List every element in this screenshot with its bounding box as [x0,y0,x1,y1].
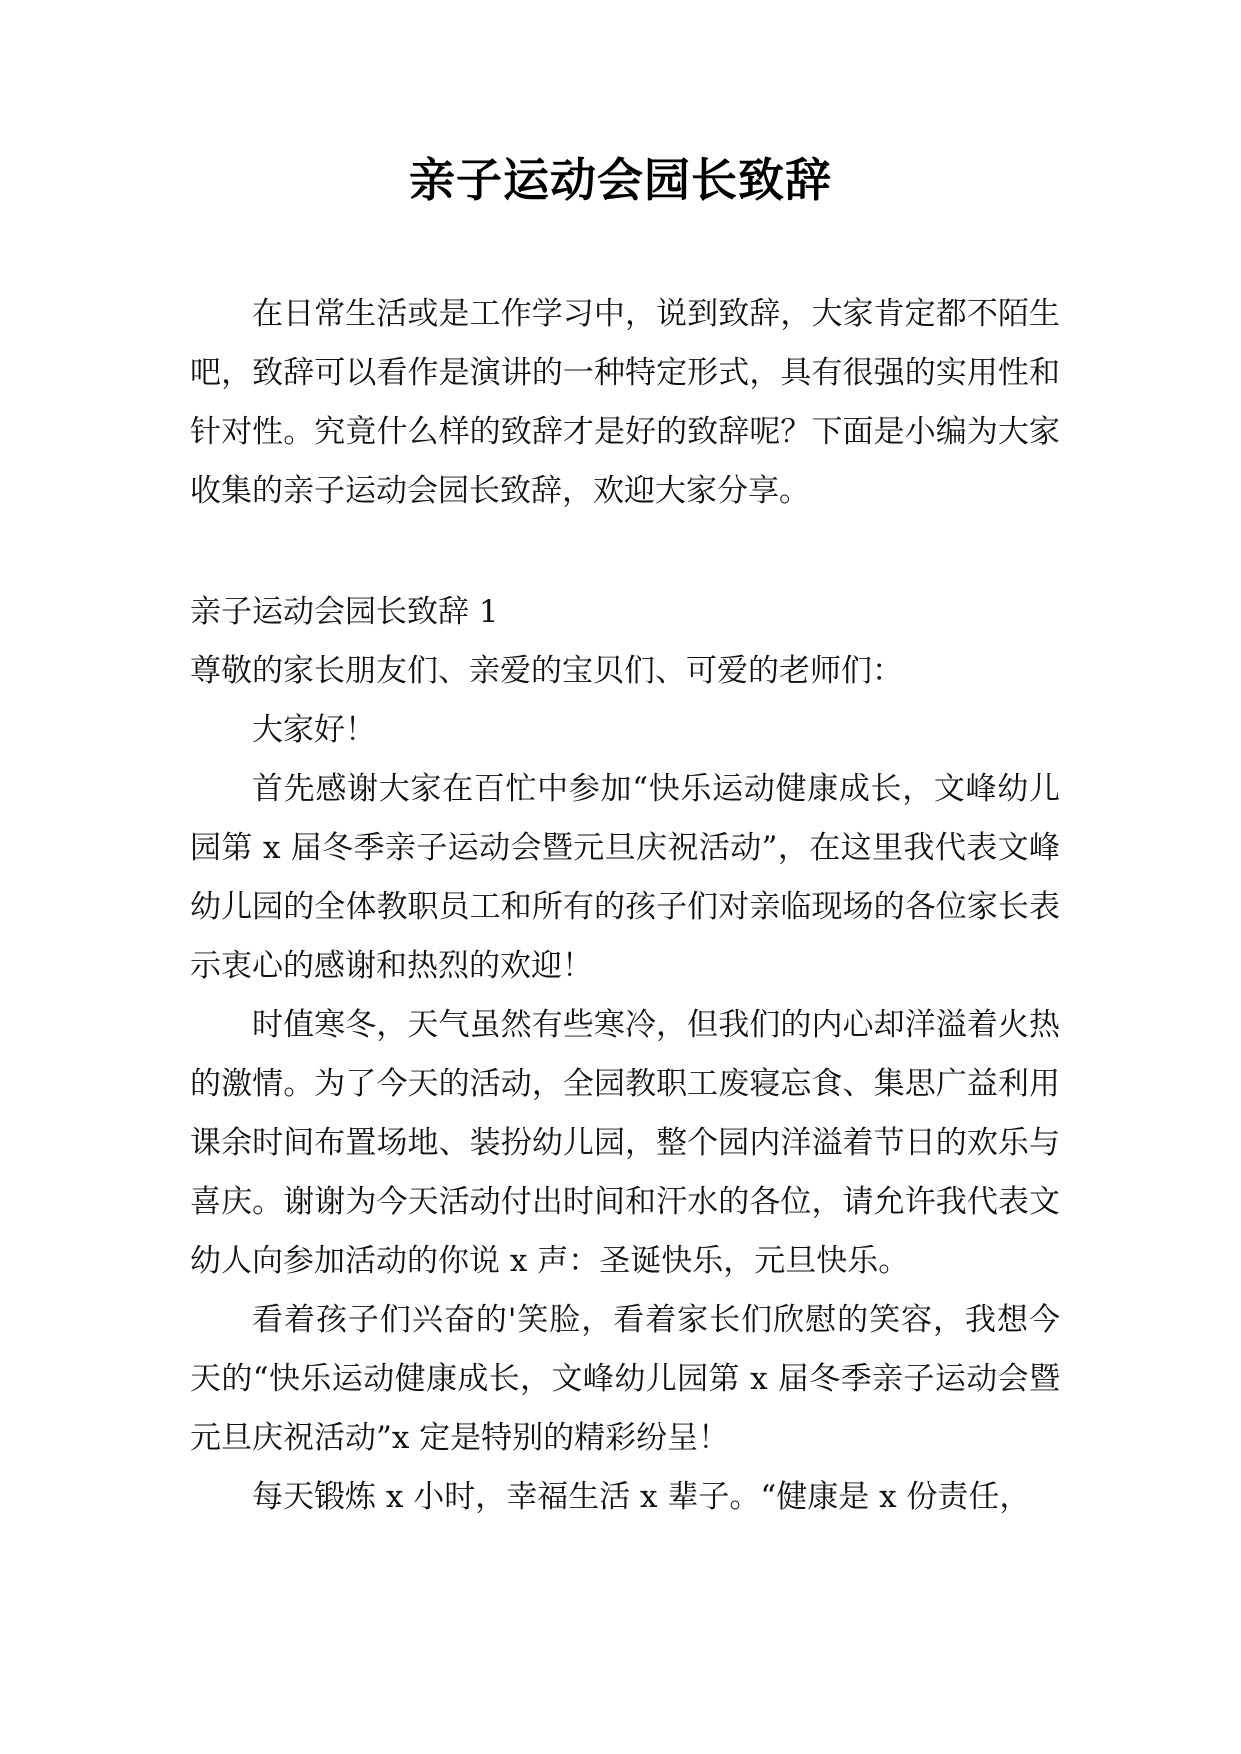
greeting: 大家好！ [252,712,376,748]
intro-block [190,285,1060,521]
speech-paragraph-2: 时值寒冬，天气虽然有些寒冷，但我们的内心却洋溢着火热的激情。为了今天的活动，全园教职工废寝忘食、集思广益利用课余时间布置场地、装扮幼儿园，整个园内洋溢着节日的欢乐与喜庆。谢谢为今天活动付出时间和汗水的各位，请允许我代表文幼人向参加活动的你说 x 声：圣诞快乐，元旦快乐。 [190,1007,1060,1279]
speech-paragraph-4: 每天锻炼 x 小时，幸福生活 x 辈子。“健康是 x 份责任， [252,1479,1031,1515]
section-heading: 亲子运动会园长致辞 1 [190,594,499,630]
speech-paragraph-1: 首先感谢大家在百忙中参加“快乐运动健康成长，文峰幼儿园第 x 届冬季亲子运动会暨元旦庆祝活动”，在这里我代表文峰幼儿园的全体教职员工和所有的孩子们对亲临现场的各位家长表示衷心的感谢和热烈的欢迎！ [190,771,1060,984]
intro-paragraph: 在日常生活或是工作学习中，说到致辞，大家肯定都不陌生吧，致辞可以看作是演讲的一种特定形式，具有很强的实用性和针对性。究竟什么样的致辞才是好的致辞呢？下面是小编为大家收集的亲子运动会园长致辞，欢迎大家分享。 [190,296,1060,509]
speech-block [190,583,1060,1527]
document-title: 亲子运动会园长致辞 [409,153,832,207]
speech-paragraph-3: 看着孩子们兴奋的'笑脸，看着家长们欣慰的笑容，我想今天的“快乐运动健康成长，文峰幼儿园第 x 届冬季亲子运动会暨元旦庆祝活动”x 定是特别的精彩纷呈！ [190,1302,1060,1456]
salutation: 尊敬的家长朋友们、亲爱的宝贝们、可爱的老师们： [190,653,903,689]
